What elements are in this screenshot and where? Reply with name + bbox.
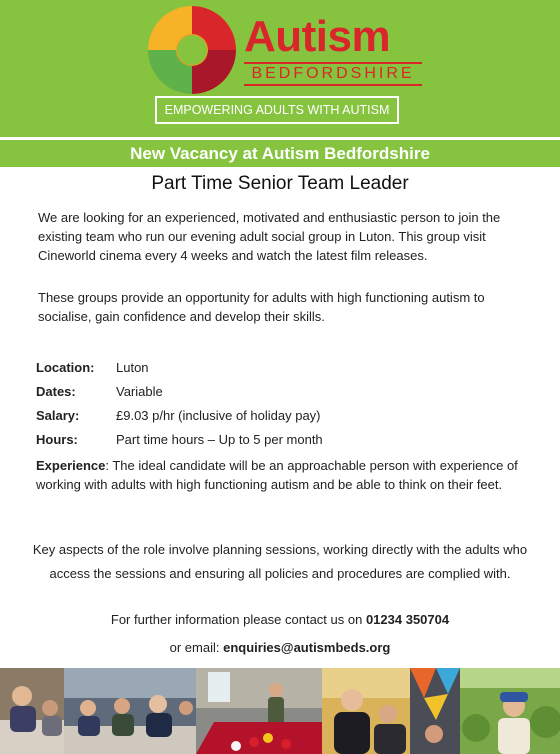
detail-value: £9.03 p/hr (inclusive of holiday pay) (116, 408, 321, 423)
detail-value: Part time hours – Up to 5 per month (116, 432, 323, 447)
phone-number[interactable]: 01234 350704 (365, 612, 450, 627)
photo-strip (0, 668, 560, 754)
email-line (30, 636, 530, 660)
detail-label: Salary: (36, 408, 80, 423)
phone-line (30, 608, 530, 632)
photo-young-men (322, 668, 410, 754)
job-title: Part Time Senior Team Leader (151, 173, 409, 194)
tagline-box: EMPOWERING ADULTS WITH AUTISM (155, 96, 399, 124)
autism-logo-icon (146, 4, 238, 96)
email-link[interactable]: enquiries@autismbeds.org (223, 640, 391, 655)
logo-rule (244, 62, 422, 64)
detail-label: Dates: (36, 384, 76, 399)
experience-text: : The ideal candidate will be an approachable person with experience of working with adults with high functioning autism and be able to think on their feet. (36, 458, 518, 492)
phone-prefix: For further information please contact us on (110, 612, 366, 627)
role-paragraph: Key aspects of the role involve planning sessions, working directly with the adults who access the sessions and ensuring all policies and procedures are complied with. (32, 542, 528, 581)
detail-value: Luton (116, 360, 149, 375)
intro-paragraph-2: These groups provide an opportunity for adults with high functioning autism to socialise, gain confidence and develop their skills. (38, 290, 485, 324)
intro-paragraph-1: We are looking for an experienced, motivated and enthusiastic person to join the existing team who run our evening adult social group in Luton. This group visit Cineworld cinema every 4 weeks and watch the latest film releases. (38, 210, 501, 263)
logo-subtitle: BEDFORDSHIRE (251, 65, 415, 82)
logo-wordmark: Autism (244, 12, 391, 61)
email-prefix: or email: (169, 640, 224, 655)
photo-pool-table (196, 668, 322, 754)
photo-colour-wall (410, 668, 460, 754)
detail-label: Hours: (36, 432, 78, 447)
detail-label: Location: (36, 360, 95, 375)
photo-garden (460, 668, 560, 754)
logo-rule-bottom (244, 84, 422, 86)
header-banner (0, 0, 560, 137)
photo-group-crafts (0, 668, 64, 754)
photo-group-meeting (64, 668, 196, 754)
vacancy-banner: New Vacancy at Autism Bedfordshire (0, 140, 560, 167)
detail-value: Variable (116, 384, 163, 399)
experience-paragraph (36, 456, 522, 494)
experience-label: Experience (36, 458, 106, 473)
